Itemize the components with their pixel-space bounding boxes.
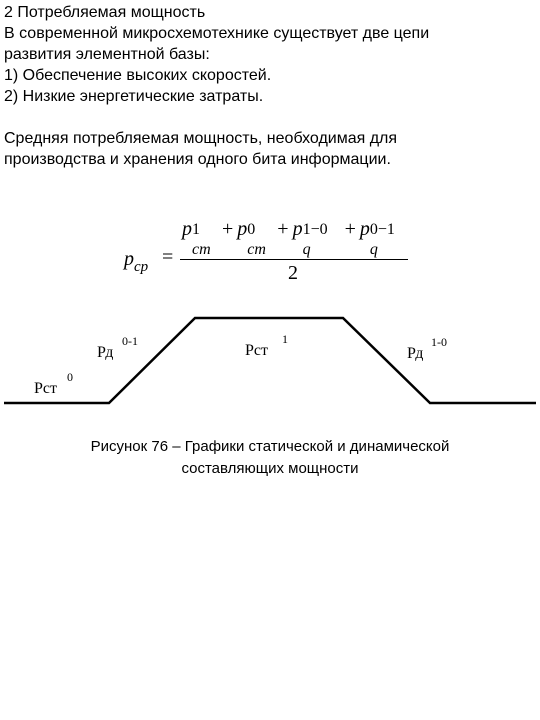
formula-lhs-var: p [124, 248, 134, 270]
power-trapezoid-svg [0, 300, 540, 420]
term-4-sub: q [369, 241, 378, 258]
term-4-sup: 0−1 [369, 221, 395, 238]
power-diagram [0, 300, 540, 420]
term-1-sup: 1 [192, 221, 200, 238]
label-pst-1-sup: 1 [282, 332, 288, 346]
paragraph-2-line-1: Средняя потребляемая мощность, необходимая для [4, 130, 398, 147]
term-3-sub: q [302, 241, 311, 258]
label-pd-0-1-sup: 0-1 [122, 334, 138, 348]
power-trapezoid-line [4, 318, 536, 403]
caption-line-2: составляющих мощности [181, 460, 359, 477]
formula-lhs-sub: cp [134, 259, 149, 275]
label-pd-0-1 [97, 334, 138, 362]
paragraph-gap [4, 107, 534, 128]
label-pst-0-main: Рст [34, 380, 57, 397]
label-pd-1-0 [407, 335, 447, 363]
list-item-2: 2) Низкие энергетические затраты. [4, 88, 264, 105]
paragraph-1-line-2: развития элементной базы: [4, 46, 210, 63]
fraction-bar [180, 259, 408, 260]
list-item-1: 1) Обеспечение высоких скоростей. [4, 67, 272, 84]
average-power-formula [108, 210, 408, 290]
term-1-var: p [182, 218, 192, 240]
plus-3: + [344, 218, 356, 240]
main-text [4, 2, 534, 170]
figure-caption [0, 436, 540, 480]
label-pst-1 [245, 332, 288, 360]
label-pst-1-main: Рст [245, 342, 268, 359]
formula-lhs [124, 248, 148, 276]
term-1-sub: cm [192, 241, 211, 258]
label-pd-0-1-main: Рд [97, 344, 114, 361]
term-2-sup: 0 [247, 221, 256, 238]
label-pst-0-sup: 0 [67, 370, 73, 384]
label-pst-0 [34, 370, 73, 398]
plus-2: + [277, 218, 289, 240]
section-heading: 2 Потребляемая мощность [4, 4, 206, 21]
term-3-var: p [292, 218, 303, 240]
formula-denominator: 2 [288, 262, 298, 284]
paragraph-1-line-1: В современной микросхемотехнике существует две цепи [4, 25, 430, 42]
caption-line-1: Рисунок 76 – Графики статической и динамической [90, 438, 450, 455]
formula-equals: = [162, 246, 174, 268]
paragraph-2-line-2: производства и хранения одного бита информации. [4, 151, 391, 168]
label-pd-1-0-main: Рд [407, 345, 424, 362]
term-3-sup: 1−0 [302, 221, 328, 238]
plus-1: + [222, 218, 234, 240]
term-2-sub: cm [247, 241, 266, 258]
term-4-var: p [359, 218, 370, 240]
label-pd-1-0-sup: 1-0 [431, 335, 447, 349]
formula-numerator [182, 218, 408, 258]
term-2-var: p [237, 218, 248, 240]
